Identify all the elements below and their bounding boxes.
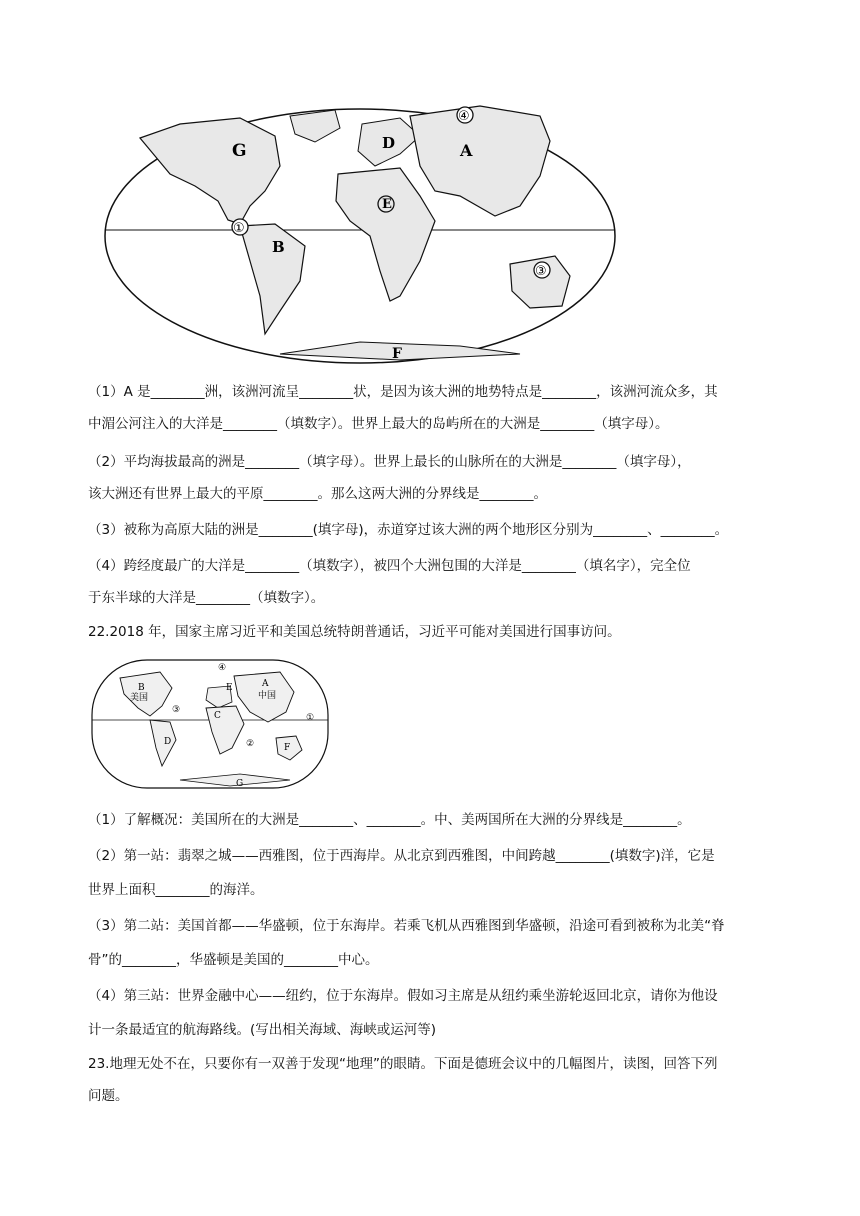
q22-part3-line2: 骨”的________，华盛顿是美国的________中心。 bbox=[88, 952, 379, 968]
map2-label-C: C bbox=[214, 711, 221, 721]
map1-ocean-4: ④ bbox=[458, 109, 470, 124]
map1-label-F: F bbox=[392, 346, 402, 362]
q22-part4-line1: （4）第三站：世界金融中心——纽约，位于东海岸。假如习主席是从纽约乘坐游轮返回北京，请你为他设 bbox=[88, 988, 718, 1004]
map2-label-B: B bbox=[138, 683, 145, 693]
q22-part3-line1: （3）第二站：美国首都——华盛顿，位于东海岸。若乘飞机从西雅图到华盛顿，沿途可看到被称为北美“脊 bbox=[88, 918, 725, 934]
world-map-large-svg bbox=[100, 96, 620, 366]
world-map-small-svg bbox=[90, 658, 330, 790]
map2-label-A: A bbox=[262, 679, 269, 689]
map1-label-E: E bbox=[382, 197, 392, 212]
map2-label-G: G bbox=[236, 779, 244, 789]
q21-part1-line2: 中湄公河注入的大洋是________（填数字）。世界上最大的岛屿所在的大洲是________（填字母）。 bbox=[88, 416, 669, 432]
map2-ocean-3: ③ bbox=[172, 705, 181, 715]
q23-line1: 23.地理无处不在，只要你有一双善于发现“地理”的眼睛。下面是德班会议中的几幅图片，读图，回答下列 bbox=[88, 1056, 718, 1072]
q21-part2-line2: 该大洲还有世界上最大的平原________。那么这两大洲的分界线是________。 bbox=[88, 486, 547, 502]
q21-part3-line1: （3）被称为高原大陆的洲是________(填字母)，赤道穿过该大洲的两个地形区分别为________、________。 bbox=[88, 522, 729, 538]
map1-ocean-1: ① bbox=[233, 221, 245, 236]
map2-label-F: F bbox=[284, 743, 291, 753]
map2-ocean-2: ② bbox=[246, 739, 255, 749]
q22-part4-line2: 计一条最适宜的航海路线。(写出相关海域、海峡或运河等) bbox=[88, 1022, 437, 1038]
map2-label-D: D bbox=[164, 737, 172, 747]
map1-label-A: A bbox=[460, 141, 473, 160]
q22-part2-line1: （2）第一站：翡翠之城——西雅图，位于西海岸。从北京到西雅图，中间跨越________(填数字)洋，它是 bbox=[88, 848, 715, 864]
africa-shape bbox=[336, 168, 435, 301]
map2-ocean-4: ④ bbox=[218, 663, 227, 673]
asia-shape bbox=[410, 106, 550, 216]
map2-label-E: E bbox=[226, 683, 233, 693]
map2-ocean-1: ① bbox=[306, 713, 315, 723]
map1-label-D: D bbox=[382, 134, 396, 152]
map2-label-usa: 美国 bbox=[130, 693, 149, 703]
map1-label-B: B bbox=[272, 238, 285, 256]
q21-part4-line1: （4）跨经度最广的大洋是________（填数字），被四个大洲包围的大洋是________（填名字），完全位 bbox=[88, 558, 691, 574]
map1-ocean-3: ③ bbox=[535, 264, 547, 279]
greenland-shape bbox=[290, 110, 340, 142]
world-map-large bbox=[100, 96, 620, 366]
q21-part1-line1: （1）A 是________洲，该洲河流呈________状，是因为该大洲的地势特点是________，该洲河流众多，其 bbox=[88, 384, 718, 400]
map2-label-china: 中国 bbox=[258, 691, 277, 701]
q22-part1-line1: （1）了解概况：美国所在的大洲是________、________。中、美两国所在大洲的分界线是________。 bbox=[88, 812, 691, 828]
q21-part4-line2: 于东半球的大洋是________（填数字）。 bbox=[88, 590, 325, 606]
map1-label-G: G bbox=[232, 141, 247, 161]
world-map-small bbox=[90, 658, 330, 790]
q23-line2: 问题。 bbox=[88, 1088, 129, 1104]
q21-part2-line1: （2）平均海拔最高的洲是________（填字母）。世界上最长的山脉所在的大洲是________（填字母）， bbox=[88, 454, 691, 470]
q22-title: 22.2018 年，国家主席习近平和美国总统特朗普通话，习近平可能对美国进行国事访问。 bbox=[88, 624, 621, 640]
q22-part2-line2: 世界上面积________的海洋。 bbox=[88, 882, 264, 898]
north-america-shape bbox=[140, 118, 280, 224]
